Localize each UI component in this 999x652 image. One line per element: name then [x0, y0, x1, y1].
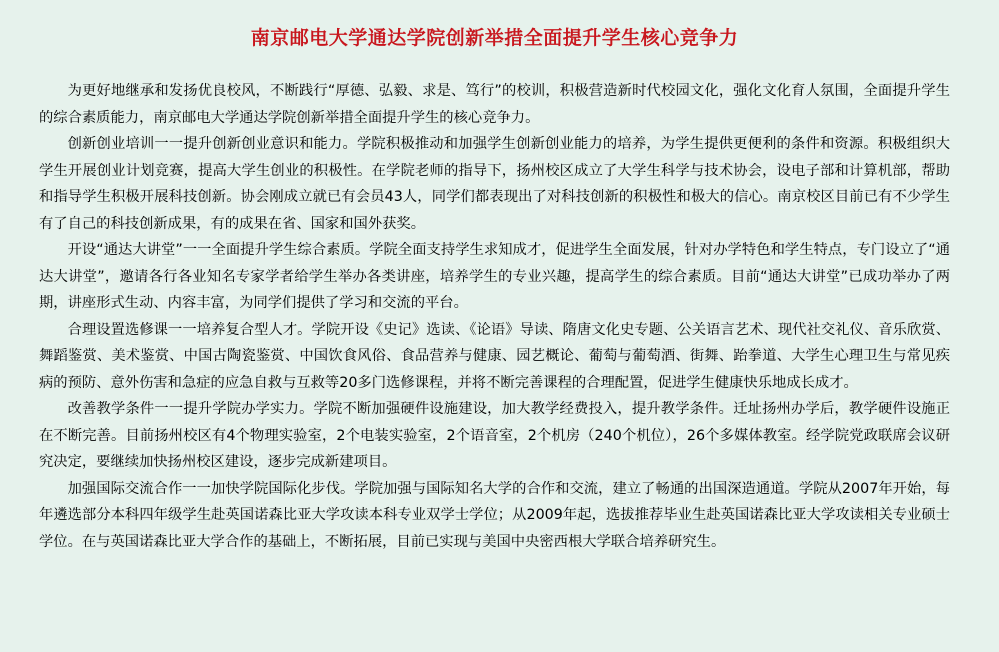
paragraph-intro: 为更好地继承和发扬优良校风，不断践行“厚德、弘毅、求是、笃行”的校训，积极营造新时代校园文化，强化文化育人氛围，全面提升学生的综合素质能力，南京邮电大学通达学院创新举措全面提升学生的核心竞争力。 [39, 83, 950, 126]
paragraph-lecture-hall: 开设“通达大讲堂”一一全面提升学生综合素质。学院全面支持学生求知成才，促进学生全面发展，针对办学特色和学生特点，专门设立了“通达大讲堂”，邀请各行各业知名专家学者给学生举办各类讲座，培养学生的专业兴趣，提高学生的综合素质。目前“通达大讲堂”已成功举办了两期，讲座形式生动、内容丰富，为同学们提供了学习和交流的平台。 [39, 242, 950, 311]
paragraph-elective-courses: 合理设置选修课一一培养复合型人才。学院开设《史记》选读、《论语》导读、隋唐文化史专题、公关语言艺术、现代社交礼仪、音乐欣赏、舞蹈鉴赏、美术鉴赏、中国古陶瓷鉴赏、中国饮食风俗、食品营养与健康、园艺概论、葡萄与葡萄酒、街舞、跆拳道、大学生心理卫生与常见疾病的预防、意外伤害和急症的应急自救与互救等20多门选修课程，并将不断完善课程的合理配置，促进学生健康快乐地成长成才。 [39, 321, 950, 391]
paragraph-innovation-training: 创新创业培训一一提升创新创业意识和能力。学院积极推动和加强学生创新创业能力的培养，为学生提供更便利的条件和资源。积极组织大学生开展创业计划竞赛，提高大学生创业的积极性。在学院老师的指导下，扬州校区成立了大学生科学与技术协会，设电子部和计算机部，帮助和指导学生积极开展科技创新。协会刚成立就已有会员43人，同学们都表现出了对科技创新的积极性和极大的信心。南京校区目前已有不少学生有了自己的科技创新成果，有的成果在省、国家和国外获奖。 [39, 136, 950, 232]
article-body [39, 78, 950, 555]
paragraph-teaching-conditions: 改善教学条件一一提升学院办学实力。学院不断加强硬件设施建设，加大教学经费投入，提升教学条件。迁址扬州办学后，教学硬件设施正在不断完善。目前扬州校区有4个物理实验室，2个电装实验室，2个语音室，2个机房（240个机位），26个多媒体教室。经学院党政联席会议研究决定，要继续加快扬州校区建设，逐步完成新建项目。 [39, 401, 950, 470]
paragraph-international-cooperation: 加强国际交流合作一一加快学院国际化步伐。学院加强与国际知名大学的合作和交流，建立了畅通的出国深造通道。学院从2007年开始，每年遴选部分本科四年级学生赴英国诺森比亚大学攻读本科专业双学士学位；从2009年起，选拔推荐毕业生赴英国诺森比亚大学攻读相关专业硕士学位。在与英国诺森比亚大学合作的基础上，不断拓展，目前已实现与美国中央密西根大学联合培养研究生。 [39, 480, 950, 550]
article-title: 南京邮电大学通达学院创新举措全面提升学生核心竞争力 [250, 27, 739, 49]
